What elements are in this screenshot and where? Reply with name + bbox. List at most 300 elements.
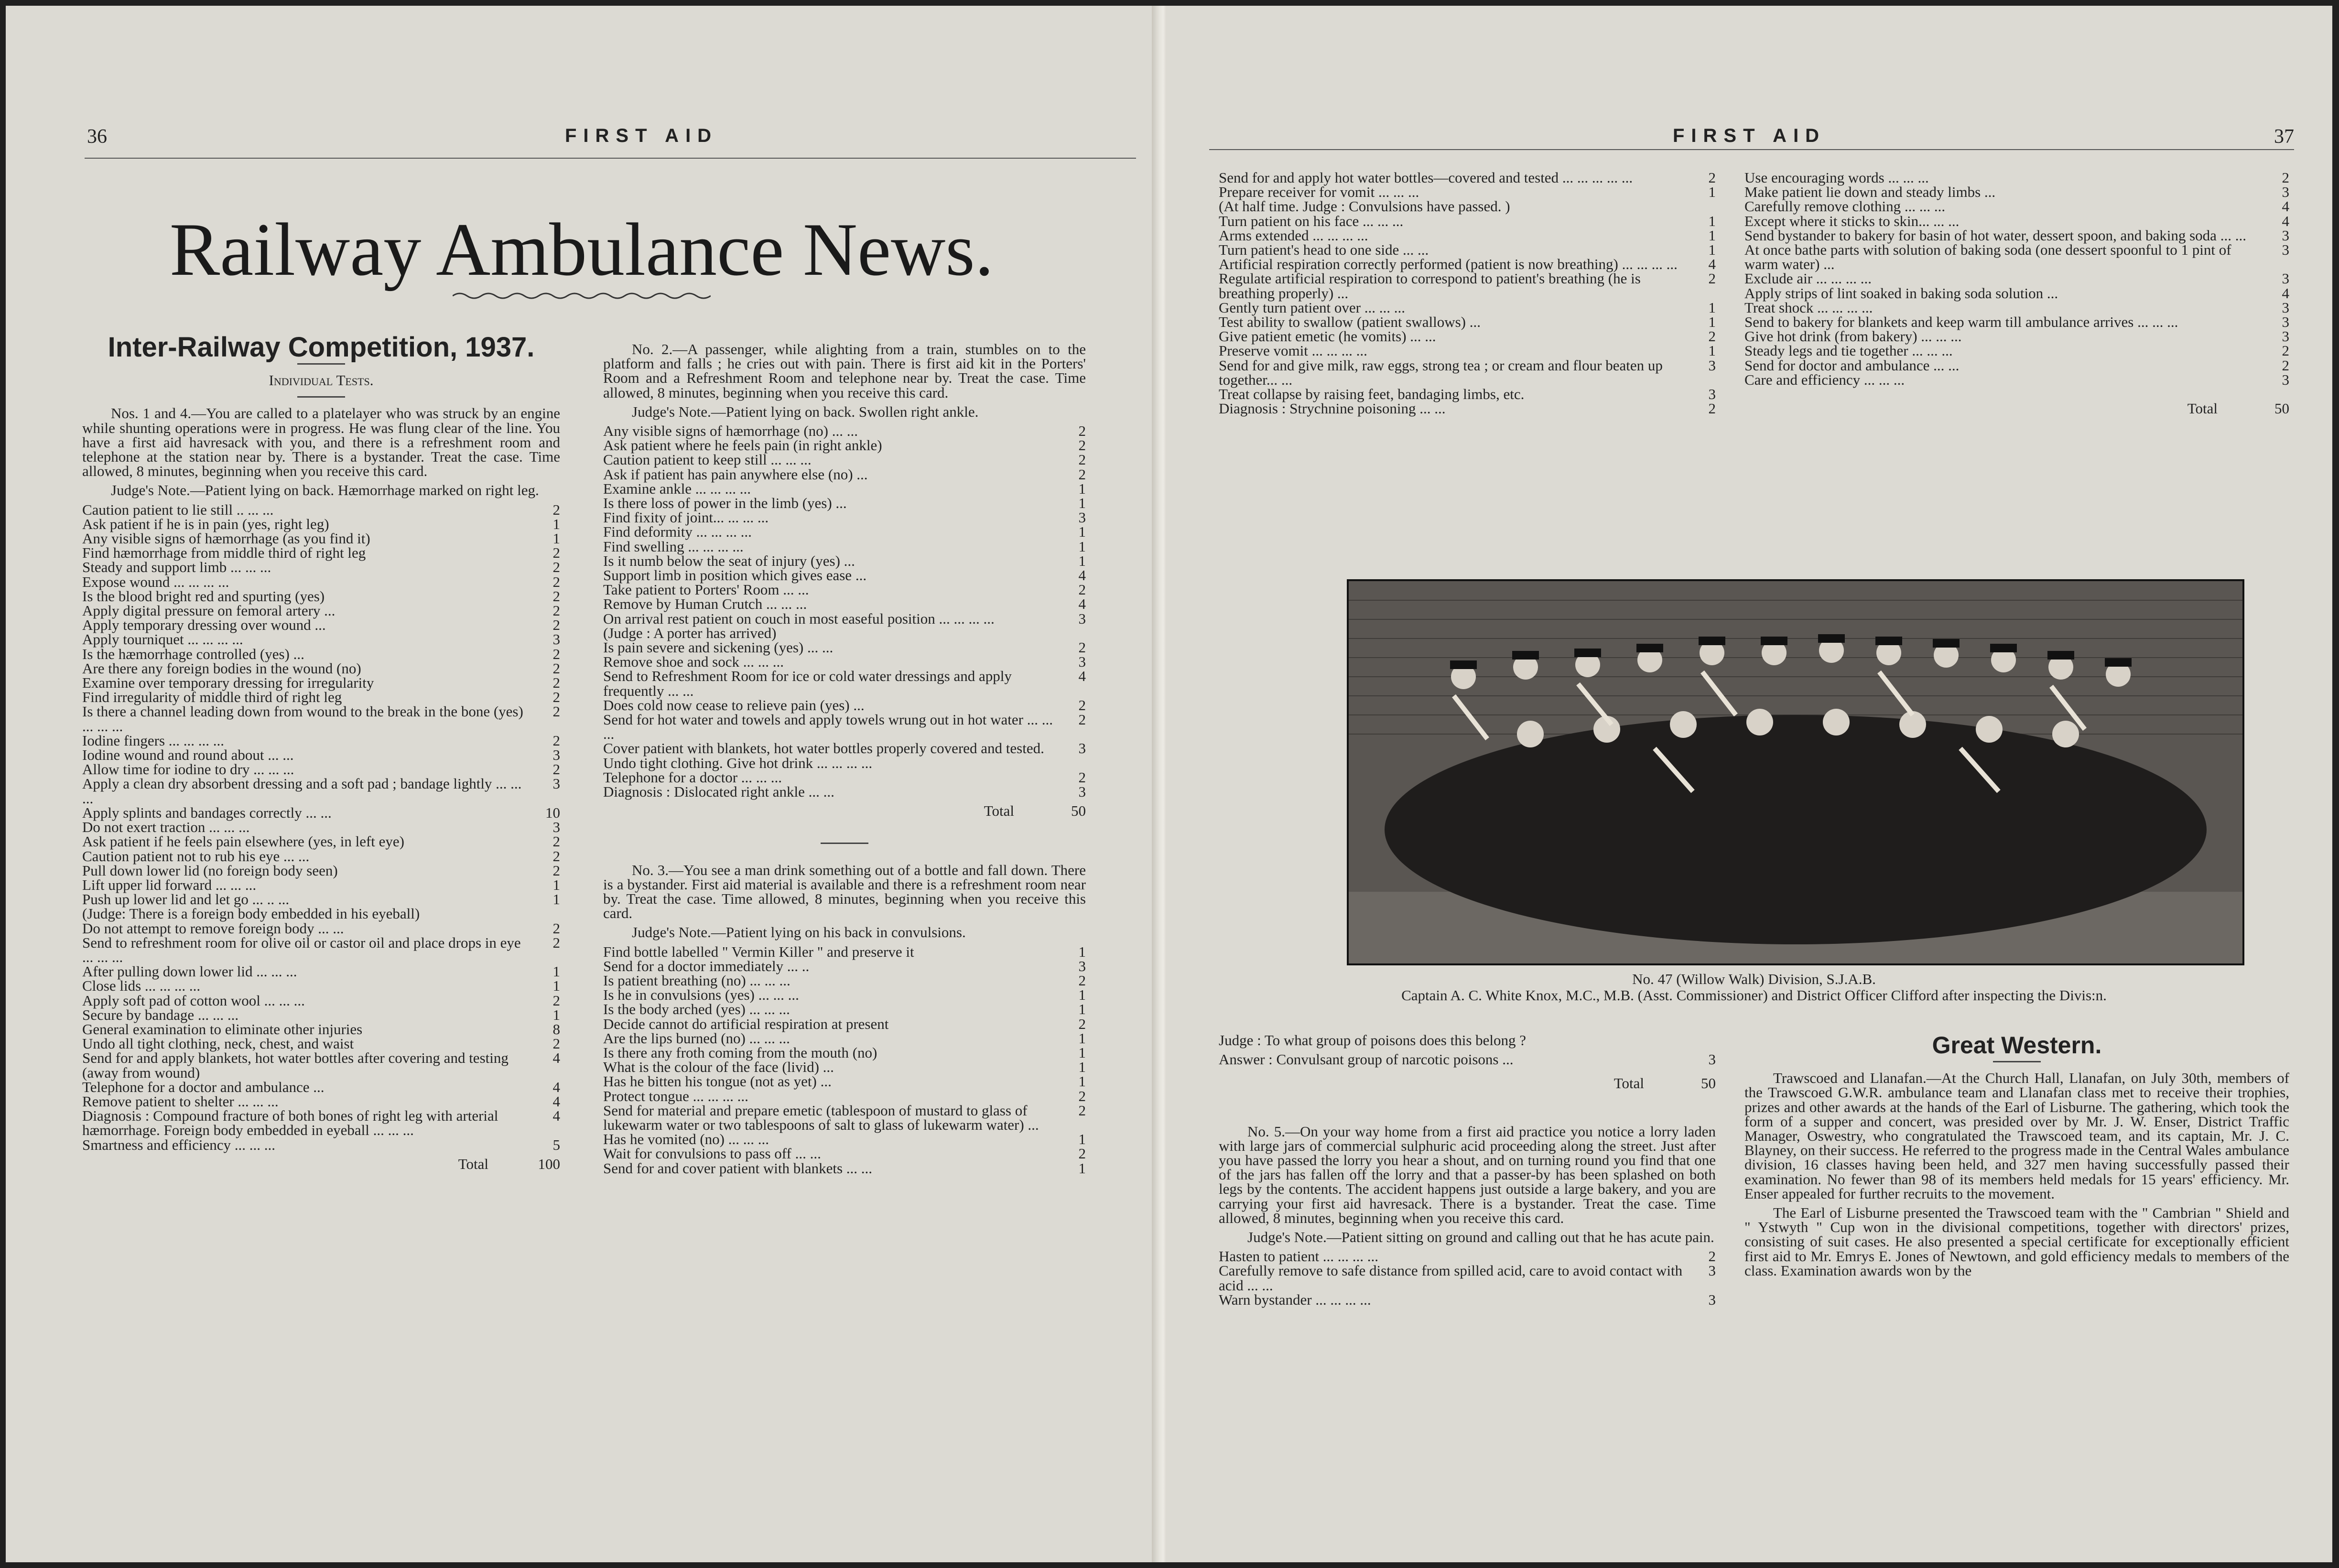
score-item <box>1744 373 2289 387</box>
total-row <box>1219 1076 1716 1091</box>
item-points: 3 <box>2282 270 2289 287</box>
item-points: 3 <box>2282 227 2289 244</box>
score-item <box>82 704 560 733</box>
item-text: Smartness and efficiency ... ... ... <box>82 1136 276 1153</box>
right-page <box>1166 6 2332 1562</box>
score-item <box>603 655 1086 669</box>
score-item <box>603 438 1086 453</box>
item-points: 2 <box>1078 1015 1086 1032</box>
total-value: 50 <box>1701 1075 1716 1092</box>
item-text: Apply splints and bandages correctly ... ... <box>82 804 332 821</box>
item-points: 2 <box>552 501 560 518</box>
item-points: 2 <box>552 616 560 634</box>
item-text: Find bottle labelled " Vermin Killer " and preserve it <box>603 943 914 960</box>
item-points: 1 <box>1078 1029 1086 1047</box>
score-item <box>82 1094 560 1109</box>
total-value: 50 <box>2274 400 2289 417</box>
item-text: Send bystander to bakery for basin of hot water, dessert spoon, and baking soda ... ... <box>1744 227 2246 244</box>
item-text: Find hæmorrhage from middle third of right leg <box>82 544 366 562</box>
item-text: Use encouraging words ... ... ... <box>1744 169 1929 186</box>
running-title: FIRST AID <box>565 125 718 146</box>
score-item <box>82 777 560 805</box>
item-text: Diagnosis : Dislocated right ankle ... ... <box>603 783 834 800</box>
item-points: 3 <box>1078 653 1086 670</box>
score-item <box>603 1060 1086 1074</box>
item-points: 2 <box>1078 1145 1086 1162</box>
score-item <box>82 546 560 560</box>
item-points: 2 <box>552 934 560 951</box>
score-item <box>1219 185 1716 199</box>
score-item <box>1744 243 2289 271</box>
item-text: Ask patient if he feels pain elsewhere (yes, in left eye) <box>82 833 404 850</box>
item-points: 1 <box>1708 299 1716 316</box>
score-item <box>82 734 560 748</box>
item-text: Telephone for a doctor ... ... ... <box>603 768 782 786</box>
item-text: General examination to eliminate other injuries <box>82 1020 363 1038</box>
score-item <box>603 1146 1086 1161</box>
item-text: Protect tongue ... ... ... ... <box>603 1087 748 1104</box>
score-item <box>603 945 1086 959</box>
item-text: Push up lower lid and let go ... .. ... <box>82 891 290 908</box>
item-text: Give hot drink (from bakery) ... ... ... <box>1744 328 1962 345</box>
item-points: 4 <box>1708 256 1716 273</box>
section-title: Great Western. <box>1932 1032 2102 1059</box>
score-item <box>1744 185 2289 199</box>
item-text: Remove shoe and sock ... ... ... <box>603 653 784 670</box>
score-item <box>82 517 560 531</box>
score-item <box>1744 301 2289 315</box>
score-item <box>603 424 1086 438</box>
score-item <box>1744 315 2289 329</box>
score-item <box>603 1031 1086 1046</box>
item-points: 4 <box>1078 567 1086 584</box>
item-points: 4 <box>2282 212 2289 229</box>
item-points: 1 <box>552 977 560 995</box>
item-text: Treat shock ... ... ... ... <box>1744 299 1873 316</box>
scoring-list <box>603 945 1086 1176</box>
score-item <box>82 647 560 661</box>
item-text: Except where it sticks to skin... ... ... <box>1744 212 1960 229</box>
item-points: 3 <box>1708 357 1716 374</box>
score-item <box>82 979 560 993</box>
item-points: 2 <box>552 1035 560 1052</box>
item-points: 8 <box>552 1020 560 1038</box>
item-points: 2 <box>1078 768 1086 786</box>
item-text: Find deformity ... ... ... ... <box>603 523 752 541</box>
right-column-1-bottom <box>1219 1033 1716 1307</box>
item-text: Undo all tight clothing, neck, chest, and waist <box>82 1035 354 1052</box>
item-points: 2 <box>552 689 560 706</box>
caption-line-1: No. 47 (Willow Walk) Division, S.J.A.B. <box>1632 971 1876 987</box>
subheading: Individual Tests. <box>269 372 374 389</box>
item-points: 2 <box>1078 639 1086 656</box>
score-item <box>603 959 1086 973</box>
score-item <box>1219 1264 1716 1292</box>
item-points: 1 <box>1708 314 1716 331</box>
article-paragraph: Trawscoed and Llanafan.—At the Church Hall, Llanafan, on July 30th, members of the Trawscoed G.W.R. ambulance team and Llanafan class met to receive their trophies, prizes and other awards at the hands of the Earl of Lisburne. The gathering, which took the form of a supper and concert, was presided over by Mr. J. W. Enser, District Traffic Manager, Oswestry, who congratulated the Trawscoed team, and its captain, Mr. J. C. Blayney, on their success. He referred to the progress made in the Central Wales ambulance division, 16 classes having been held, and 327 men having successfully passed their examination. No fewer than 98 of its members held medals for 15 years' efficiency. Mr. Enser appealed for further recruits to the movement. <box>1744 1070 2289 1202</box>
item-points: 2 <box>552 573 560 590</box>
item-points: 1 <box>1708 184 1716 201</box>
score-item <box>603 1017 1086 1031</box>
score-item <box>1219 199 1716 214</box>
score-item <box>82 618 560 632</box>
score-item <box>82 1109 560 1137</box>
score-item <box>603 1132 1086 1146</box>
item-points: 3 <box>2282 314 2289 331</box>
item-text: What is the colour of the face (livid) ... <box>603 1059 834 1076</box>
score-item <box>82 1022 560 1037</box>
score-item <box>603 482 1086 496</box>
item-points: 1 <box>552 876 560 893</box>
score-item <box>603 770 1086 785</box>
total-label: Total <box>984 802 1014 820</box>
score-item <box>82 1138 560 1152</box>
item-points: 1 <box>1078 986 1086 1004</box>
item-points: 2 <box>1708 169 1716 186</box>
score-item <box>603 741 1086 770</box>
item-points: 3 <box>1708 1262 1716 1279</box>
item-text: Are the lips burned (no) ... ... ... <box>603 1029 790 1047</box>
score-item <box>1219 228 1716 243</box>
article-paragraph: The Earl of Lisburne presented the Trawscoed team with the " Cambrian " Shield and " Ystwyth " Cup won in the divisional competitions, together with directors' prizes, consisting of suit cases. He also presented a special certificate for exceptionally efficient first aid to Mr. Emrys E. Jones of Newtown, and gold efficiency medals to members of the class. Examination awards won by the <box>1744 1204 2289 1279</box>
running-header-right <box>1214 125 2294 159</box>
score-item <box>603 1161 1086 1176</box>
item-text: Send to Refreshment Room for ice or cold water dressings and apply frequently ... ... <box>603 668 1012 699</box>
item-points: 1 <box>1078 1059 1086 1076</box>
item-text: Apply tourniquet ... ... ... ... <box>82 631 243 648</box>
score-item <box>1744 199 2289 214</box>
item-text: Send for and apply hot water bottles—covered and tested ... ... ... ... ... <box>1219 169 1633 186</box>
item-text: Cover patient with blankets, hot water bottles properly covered and tested. Undo tight clothing. Give hot drink ... ... ... ... <box>603 740 1044 771</box>
item-text: Regulate artificial respiration to correspond to patient's breathing (he is breathing properly) ... <box>1219 270 1641 302</box>
score-item <box>603 510 1086 525</box>
item-text: Find swelling ... ... ... ... <box>603 538 744 555</box>
item-points: 1 <box>1078 552 1086 569</box>
item-points: 1 <box>1708 241 1716 259</box>
score-item <box>603 612 1086 626</box>
item-text: Is he in convulsions (yes) ... ... ... <box>603 986 799 1004</box>
score-item <box>603 453 1086 467</box>
item-points: 1 <box>552 515 560 532</box>
item-text: Ask patient if he is in pain (yes, right leg) <box>82 515 329 532</box>
score-item <box>1219 243 1716 257</box>
scoring-list <box>1219 171 1716 416</box>
item-points: 2 <box>2282 342 2289 359</box>
item-text: Arms extended ... ... ... ... <box>1219 227 1368 244</box>
item-text: Prepare receiver for vomit ... ... ... <box>1219 184 1419 201</box>
score-item <box>82 1080 560 1094</box>
judge-note: Judge's Note.—Patient lying on back. Swollen right ankle. <box>632 403 979 420</box>
item-text: Decide cannot do artificial respiration at present <box>603 1015 889 1032</box>
score-item <box>603 525 1086 539</box>
judge-question: Judge : To what group of poisons does this belong ? <box>1219 1032 1527 1049</box>
item-text: Send for and give milk, raw eggs, strong tea ; or cream and flour beaten up together... ... <box>1219 357 1663 388</box>
item-text: Apply temporary dressing over wound ... <box>82 616 326 634</box>
total-row <box>82 1157 560 1171</box>
scoring-list <box>82 503 560 1152</box>
item-points: 2 <box>552 862 560 879</box>
score-item <box>1219 301 1716 315</box>
total-row <box>1744 401 2289 416</box>
score-item <box>82 1037 560 1051</box>
item-points: 4 <box>552 1092 560 1110</box>
total-row <box>603 804 1086 818</box>
item-text: (At half time. Judge : Convulsions have passed. ) <box>1219 198 1510 215</box>
item-text: Turn patient on his face ... ... ... <box>1219 212 1404 229</box>
item-text: Find irregularity of middle third of right leg <box>82 689 342 706</box>
score-item <box>82 661 560 676</box>
item-points: 1 <box>1078 943 1086 960</box>
item-points: 2 <box>1708 400 1716 417</box>
item-points: 1 <box>552 530 560 547</box>
item-points: 2 <box>552 732 560 749</box>
left-column-1 <box>82 332 560 1172</box>
score-item <box>603 698 1086 713</box>
score-item <box>603 973 1086 988</box>
total-value: 50 <box>1071 802 1086 820</box>
item-points: 2 <box>552 919 560 937</box>
score-item <box>603 1103 1086 1132</box>
item-points: 1 <box>1078 538 1086 555</box>
test-intro: No. 5.—On your way home from a first aid practice you notice a lorry laden with large jars of commercial sulphuric acid proceeding along the street. Just after you have passed the lorry you hear a shout, and on turning round you find that one of the jars has fallen off the lorry and that a passer-by has been splashed on both legs by the contents. The accident happens just outside a large bakery, and you are carrying your first aid havresack. There is a bystander. Treat the case. Time allowed, 8 minutes, beginning when you receive this card. <box>1219 1123 1716 1226</box>
item-points: 2 <box>1078 711 1086 728</box>
item-points: 1 <box>1078 495 1086 512</box>
item-points: 1 <box>552 891 560 908</box>
score-item <box>82 690 560 704</box>
item-text: After pulling down lower lid ... ... ... <box>82 963 297 980</box>
score-item <box>82 834 560 849</box>
item-text: Has he bitten his tongue (not as yet) ... <box>603 1073 832 1090</box>
item-text: Caution patient not to rub his eye ... ... <box>82 847 310 865</box>
judge-note: Judge's Note.—Patient lying on back. Hæmorrhage marked on right leg. <box>111 482 539 499</box>
item-text: (Judge: There is a foreign body embedded in his eyeball) <box>82 905 420 922</box>
item-points: 2 <box>1078 422 1086 440</box>
item-points: 1 <box>1078 480 1086 497</box>
item-text: Hasten to patient ... ... ... ... <box>1219 1248 1379 1265</box>
score-item <box>82 560 560 574</box>
item-text: At once bathe parts with solution of baking soda (one dessert spoonful to 1 pint of warm water) ... <box>1744 241 2231 273</box>
item-points: 3 <box>552 631 560 648</box>
item-points: 3 <box>1078 957 1086 974</box>
item-text: Send to refreshment room for olive oil or castor oil and place drops in eye ... ... ... <box>82 934 521 965</box>
main-title: Railway Ambulance News. <box>169 208 994 292</box>
item-text: Is patient breathing (no) ... ... ... <box>603 972 790 989</box>
item-text: Any visible signs of hæmorrhage (as you find it) <box>82 530 370 547</box>
score-item <box>603 1002 1086 1016</box>
photo-image <box>1349 581 2242 963</box>
item-text: Pull down lower lid (no foreign body seen) <box>82 862 338 879</box>
score-item <box>1744 271 2289 286</box>
score-item <box>82 1008 560 1022</box>
total-label: Total <box>2187 400 2218 417</box>
total-value: 100 <box>538 1155 560 1172</box>
header-rule <box>1209 149 2294 150</box>
score-item <box>82 748 560 762</box>
item-points: 1 <box>1078 523 1086 541</box>
item-points: 3 <box>2282 184 2289 201</box>
item-points: 1 <box>1708 212 1716 229</box>
running-title: FIRST AID <box>1673 125 1826 146</box>
item-points: 2 <box>552 992 560 1009</box>
item-text: Is the body arched (yes) ... ... ... <box>603 1001 790 1018</box>
score-item <box>1744 228 2289 243</box>
answer: Answer : Convulsant group of narcotic poisons ... 3 <box>1219 1051 1716 1068</box>
item-points: 3 <box>2282 371 2289 388</box>
item-text: Is there a channel leading down from wound to the break in the bone (yes) ... ... ... <box>82 703 523 735</box>
item-text: Test ability to swallow (patient swallows) ... <box>1219 314 1481 331</box>
item-text: Apply strips of lint soaked in baking soda solution ... <box>1744 284 2058 302</box>
item-text: Carefully remove clothing ... ... ... <box>1744 198 1946 215</box>
score-item <box>603 568 1086 583</box>
item-text: Do not exert traction ... ... ... <box>82 819 250 836</box>
item-text: Find fixity of joint... ... ... ... <box>603 509 769 526</box>
item-text: Support limb in position which gives ease ... <box>603 567 867 584</box>
item-points: 3 <box>1078 610 1086 627</box>
item-text: Is it numb below the seat of injury (yes) ... <box>603 552 855 569</box>
item-text: Is there loss of power in the limb (yes) ... <box>603 495 847 512</box>
item-text: Are there any foreign bodies in the wound (no) <box>82 660 361 677</box>
score-item <box>603 467 1086 482</box>
item-text: Treat collapse by raising feet, bandaging limbs, etc. <box>1219 386 1525 403</box>
score-item <box>1219 401 1716 416</box>
item-points: 2 <box>552 587 560 605</box>
header-rule <box>85 158 1136 159</box>
item-points: 1 <box>1708 342 1716 359</box>
scoring-list <box>1219 1249 1716 1307</box>
section-title: Inter-Railway Competition, 1937. <box>108 332 535 363</box>
item-text: Send for and apply blankets, hot water bottles after covering and testing (away from wound) <box>82 1049 509 1081</box>
score-item <box>82 575 560 589</box>
item-points: 2 <box>552 833 560 850</box>
score-item <box>603 583 1086 597</box>
item-text: Apply a clean dry absorbent dressing and a soft pad ; bandage lightly ... ... ... <box>82 775 522 807</box>
score-item <box>1744 329 2289 344</box>
group-photograph <box>1347 579 2244 965</box>
score-item <box>1219 1249 1716 1264</box>
test-intro: Nos. 1 and 4.—You are called to a platelayer who was struck by an engine while shunting operations were in progress. He was flung clear of the line. You have a first aid havresack with you, and there is a refreshment room and telephone at the station near by. There is a bystander. Treat the case. Time allowed, 8 minutes, beginning when you receive this card. <box>82 405 560 480</box>
item-points: 3 <box>552 746 560 764</box>
score-item <box>1744 171 2289 185</box>
item-text: Telephone for a doctor and ambulance ... <box>82 1078 325 1095</box>
item-points: 3 <box>552 775 560 792</box>
total-label: Total <box>1613 1075 1644 1092</box>
item-text: Diagnosis : Strychnine poisoning ... ... <box>1219 400 1446 417</box>
section-rule <box>1993 1061 2041 1062</box>
item-points: 2 <box>1078 437 1086 454</box>
score-item <box>82 994 560 1008</box>
running-header-left <box>87 125 1138 159</box>
item-text: Warn bystander ... ... ... ... <box>1219 1291 1371 1308</box>
item-points: 4 <box>552 1049 560 1067</box>
item-text: Artificial respiration correctly performed (patient is now breathing) ... ... ... ... <box>1219 256 1678 273</box>
test-intro: No. 2.—A passenger, while alighting from a train, stumbles on to the platform and falls ; he cries out with pain. There is first aid kit in the Porters' Room and a Refreshment Room and telephone near by. Treat the case. Time allowed, 8 minutes, beginning when you receive this card. <box>603 341 1086 401</box>
score-item <box>82 762 560 777</box>
judge-note: Judge's Note.—Patient lying on his back in convulsions. <box>632 924 966 941</box>
test-intro: No. 3.—You see a man drink something out of a bottle and fall down. There is a bystander. First aid material is available and there is a refreshment room near by. Treat the case. Time allowed, 8 minutes, beginning when you receive this card. <box>603 861 1086 922</box>
score-item <box>1219 214 1716 228</box>
score-item <box>603 988 1086 1002</box>
left-column-2 <box>603 340 1086 1176</box>
photo-caption <box>1214 971 2294 1004</box>
score-item <box>603 640 1086 655</box>
item-points: 2 <box>1708 1248 1716 1265</box>
item-points: 1 <box>1708 227 1716 244</box>
score-item <box>603 554 1086 568</box>
item-text: Caution patient to lie still .. ... ... <box>82 501 274 518</box>
ornamental-rule <box>453 290 711 302</box>
item-text: Does cold now cease to relieve pain (yes) ... <box>603 696 865 714</box>
item-text: Examine ankle ... ... ... ... <box>603 480 751 497</box>
page-number: 36 <box>87 126 107 148</box>
item-text: Close lids ... ... ... ... <box>82 977 201 995</box>
item-text: Care and efficiency ... ... ... <box>1744 371 1905 388</box>
score-item <box>603 626 1086 640</box>
item-text: Send for material and prepare emetic (tablespoon of mustard to glass of lukewarm water or two tablespoons of salt to glass of lukewarm water) ... <box>603 1102 1039 1133</box>
item-points: 1 <box>552 963 560 980</box>
item-text: Ask if patient has pain anywhere else (no) ... <box>603 465 868 483</box>
score-item <box>1219 1293 1716 1307</box>
item-points: 3 <box>1708 386 1716 403</box>
item-points: 2 <box>552 703 560 720</box>
item-points: 1 <box>1078 1131 1086 1148</box>
item-text: Is the blood bright red and spurting (yes) <box>82 587 325 605</box>
item-points: 2 <box>552 645 560 662</box>
item-text: Apply digital pressure on femoral artery ... <box>82 602 336 619</box>
item-text: Carefully remove to safe distance from spilled acid, care to avoid contact with acid ... ... <box>1219 1262 1683 1294</box>
score-item <box>603 540 1086 554</box>
item-text: Remove by Human Crutch ... ... ... <box>603 595 807 613</box>
section-rule <box>297 363 345 365</box>
score-item <box>603 1074 1086 1089</box>
item-points: 2 <box>552 544 560 562</box>
item-points: 4 <box>552 1107 560 1125</box>
item-points: 5 <box>552 1136 560 1153</box>
score-item <box>603 713 1086 741</box>
divider-rule <box>821 843 868 844</box>
score-item <box>82 632 560 647</box>
item-points: 2 <box>2282 357 2289 374</box>
item-points: 2 <box>552 847 560 865</box>
item-points: 2 <box>1708 328 1716 345</box>
item-points: 3 <box>552 819 560 836</box>
item-text: Apply soft pad of cotton wool ... ... ... <box>82 992 305 1009</box>
item-text: Iodine fingers ... ... ... ... <box>82 732 225 749</box>
item-points: 2 <box>1078 972 1086 989</box>
item-points: 3 <box>1078 740 1086 757</box>
score-item <box>1744 344 2289 358</box>
item-points: 3 <box>2282 328 2289 345</box>
item-text: Is the hæmorrhage controlled (yes) ... <box>82 645 304 662</box>
item-text: Gently turn patient over ... ... ... <box>1219 299 1405 316</box>
score-item <box>1744 286 2289 301</box>
score-item <box>1219 257 1716 271</box>
item-text: Wait for convulsions to pass off ... ... <box>603 1145 821 1162</box>
item-text: Has he vomited (no) ... ... ... <box>603 1131 769 1148</box>
score-item <box>82 964 560 979</box>
score-item <box>1219 329 1716 344</box>
item-text: Preserve vomit ... ... ... ... <box>1219 342 1367 359</box>
item-text: Send to bakery for blankets and keep warm till ambulance arrives ... ... ... <box>1744 314 2178 331</box>
item-points: 1 <box>1078 1044 1086 1061</box>
item-points: 2 <box>552 602 560 619</box>
score-item <box>603 1046 1086 1060</box>
score-item <box>82 503 560 517</box>
item-text: Lift upper lid forward ... ... ... <box>82 876 257 893</box>
score-item <box>1219 344 1716 358</box>
item-points: 2 <box>1078 581 1086 598</box>
score-item <box>1219 315 1716 329</box>
score-item <box>82 820 560 834</box>
